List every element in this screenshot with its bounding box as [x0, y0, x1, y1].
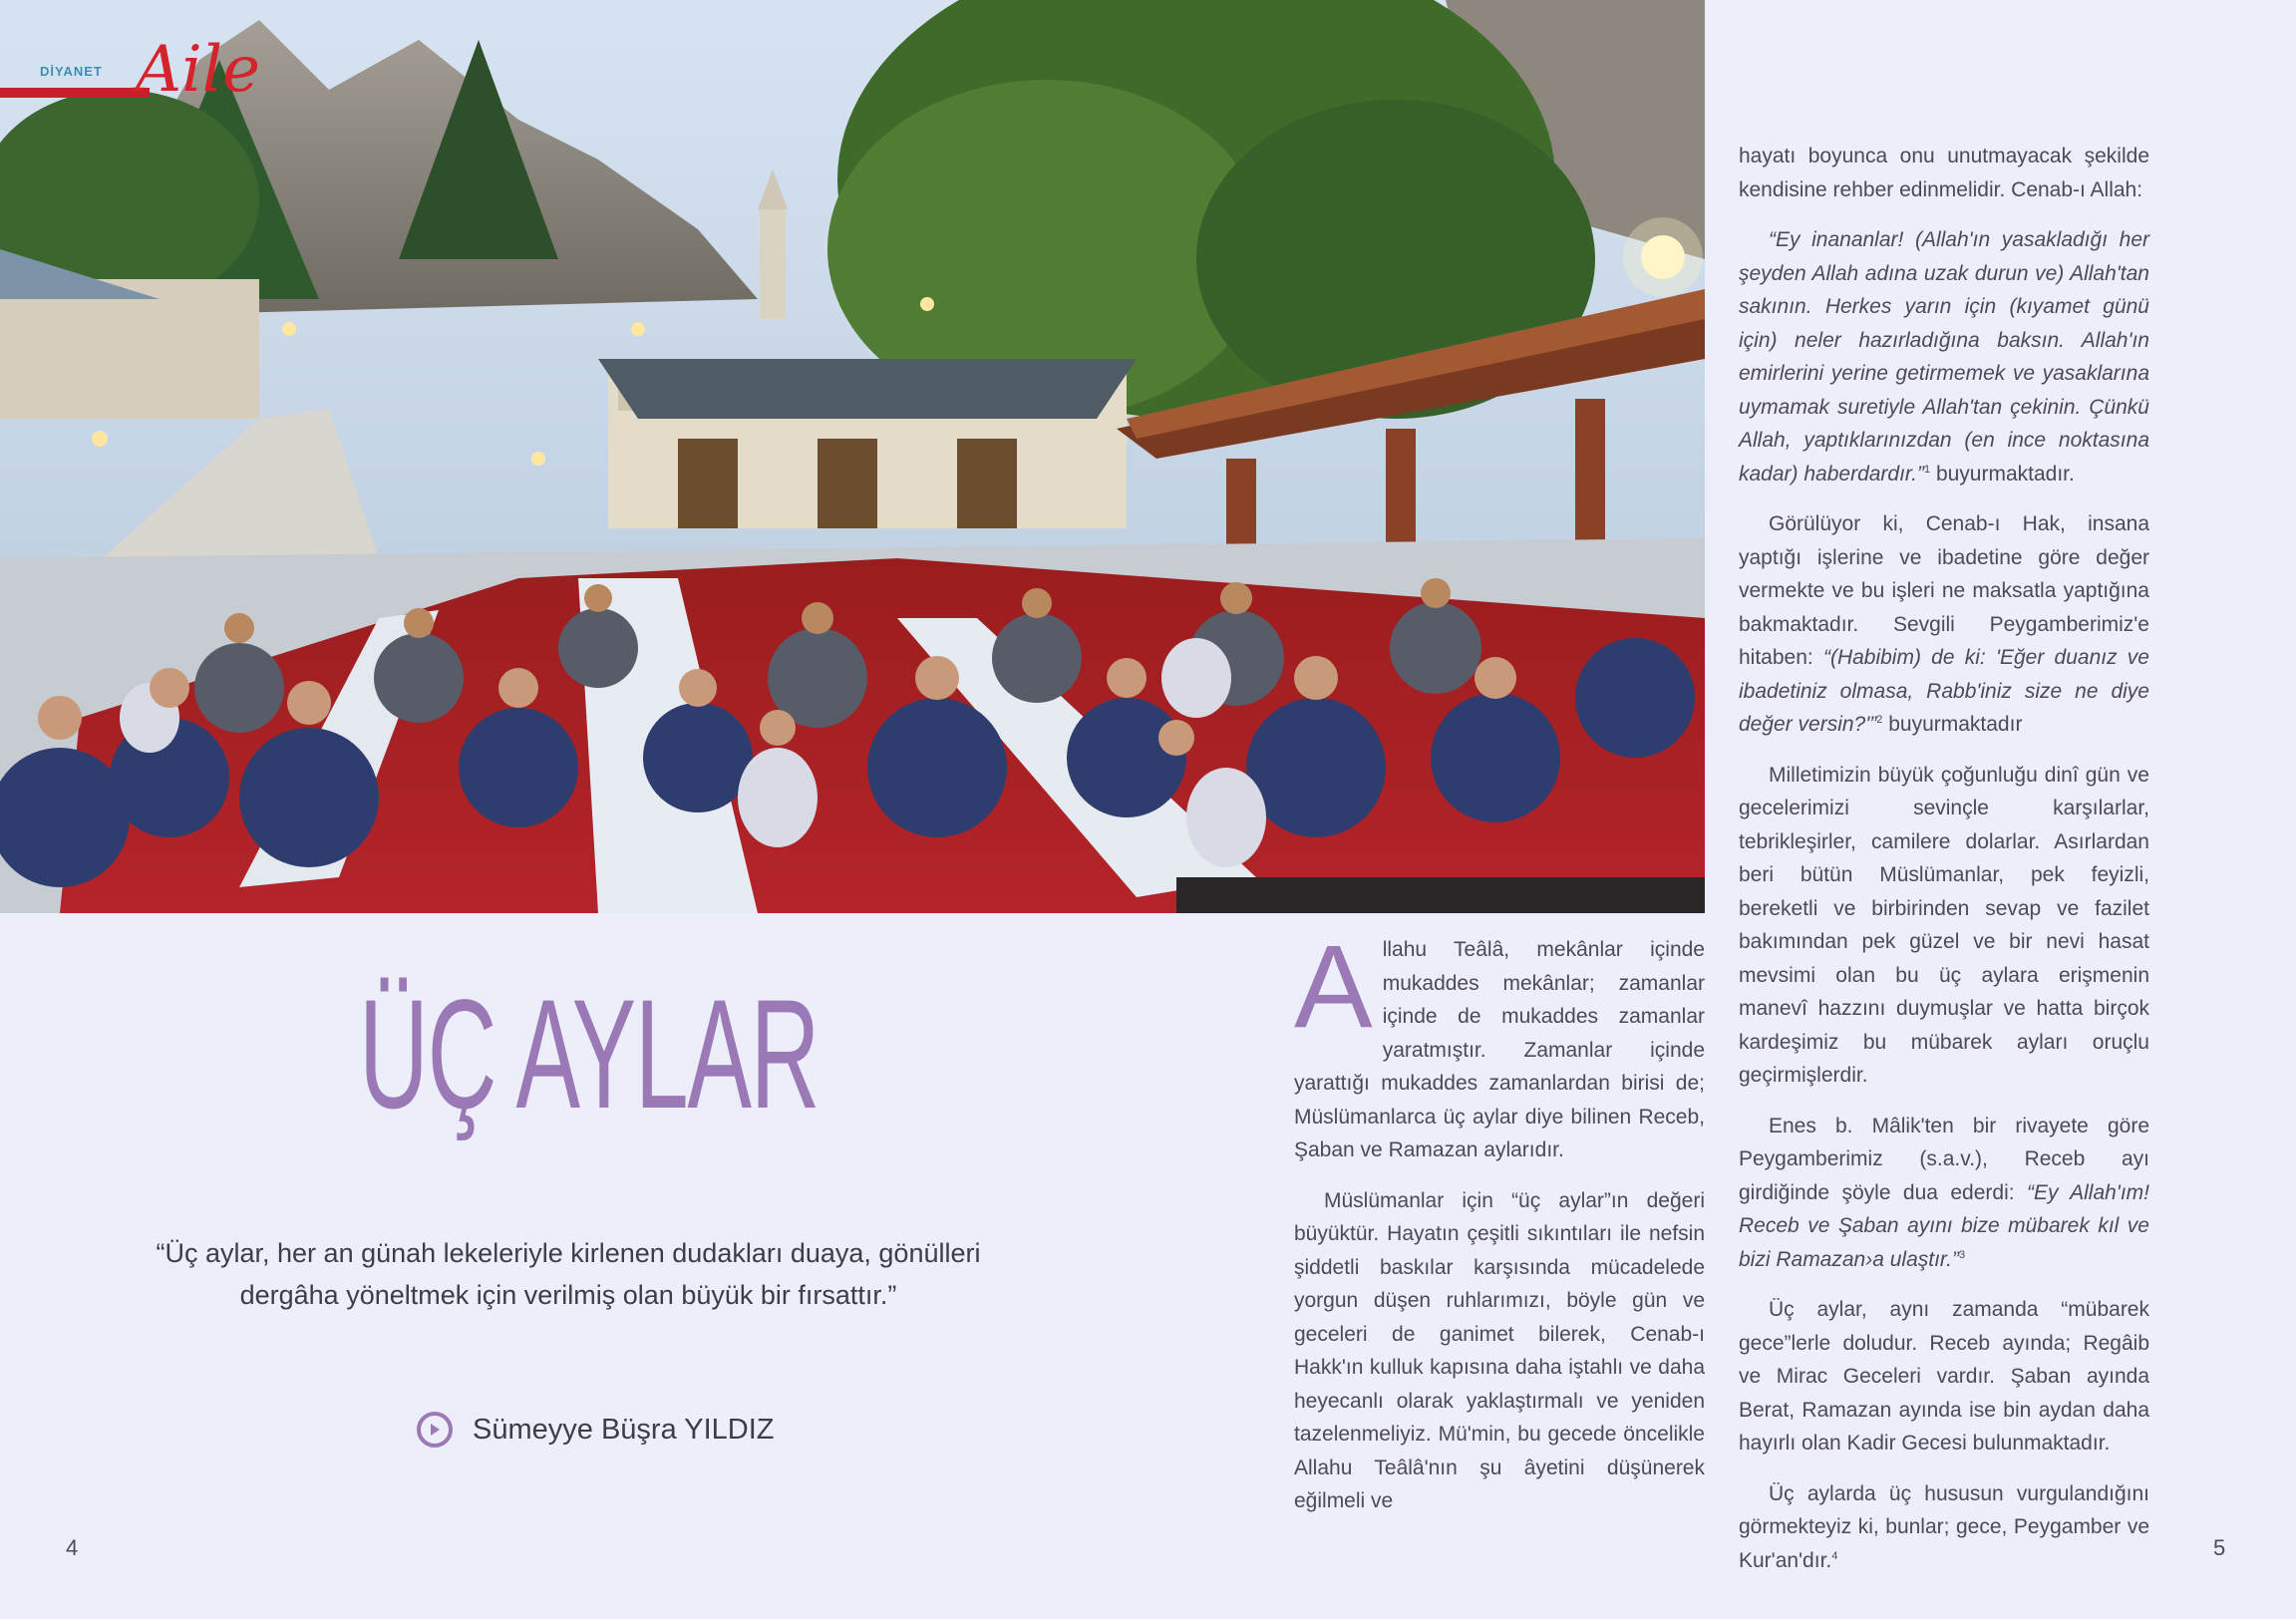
page-number-left: 4: [66, 1535, 79, 1560]
paragraph-nights: Üç aylar, aynı zamanda “mübarek gece”lerle doludur. Receb ayında; Regâib ve Mirac Geceleri vardır. Şaban ayında Berat, Ramazan ayında ise bin aydan daha hayırlı olan Kadir Gecesi bulunmaktadır.: [1739, 1298, 2149, 1455]
magazine-logo-small: DİYANET: [40, 64, 103, 79]
paragraph-nation: Milletimizin büyük çoğunluğu dinî gün ve gecelerimizi sevinçle karşılarlar, tebrikleşirler, camilere dolarlar. Asırlardan beri bütün Müslümanlar, pek feyizli, bereketli ve birbirinden sevap ve fazilet bakımından pek güzel ve bir nevi hasat mevsimi olan bu üç aylara erişmenin manevî hazzını duymuşlar ve hatta birçok kardeşimiz bu mübarek ayları oruçlu geçirmişlerdir.: [1739, 763, 2149, 1087]
magazine-logo-bar: [0, 88, 150, 98]
article-column-middle: [1294, 921, 1705, 1535]
article-pull-quote: “Üç aylar, her an günah lekeleriyle kirlenen dudakları duaya, gönülleri dergâha yöneltmek için verilmiş olan büyük bir fırsattır.”: [156, 1238, 981, 1310]
iftar-scene-illustration: [0, 0, 1705, 913]
verse-quote-end: buyurmaktadır.: [1930, 462, 2075, 486]
author-name: Sümeyye Büşra YILDIZ: [473, 1413, 775, 1446]
article-column-right: [1739, 140, 2149, 1594]
paragraph-intro-text: llahu Teâlâ, mekânlar içinde mukaddes mekânlar; zamanlar içinde de mukaddes zamanlar yaratmıştır. Zamanlar içinde yarattığı mukaddes zamanlardan birisi de; Müslümanlarca üç aylar diye bilinen Receb, Şaban ve Ramazan aylarıdır.: [1294, 938, 1705, 1161]
page-number-right: 5: [2213, 1535, 2226, 1560]
hadith-end: buyurmaktadır: [1882, 713, 2023, 736]
prayer-quote: “Ey Allah'ım! Receb ve Şaban ayını bize mübarek kıl ve bizi Ramazan›a ulaştır.”: [1739, 1180, 2149, 1271]
footnote-ref-2: 2: [1876, 714, 1883, 726]
paragraph-enes: [1739, 1110, 2149, 1277]
paragraph-intro: [1294, 921, 1705, 1167]
paragraph-value: Müslümanlar için “üç aylar”ın değeri büyüktür. Hayatın çeşitli sıkıntıları ile nefsin şiddetli baskılar karşısında mücadelede yorgun düşen ruhlarımızı, böyle gün ve geceleri de ganimet bilerek, Cenab-ı Hakk'ın kulluk kapısına daha iştahlı ve daha heyecanlı olarak yaklaştırmalı ve yeniden tazelenmeliyiz. Mü'min, bu gecede öncelikle Allahu Teâlâ'nın şu âyetini düşünerek eğilmeli ve: [1294, 1188, 1705, 1512]
footnote-ref-4: 4: [1831, 1549, 1838, 1562]
drop-cap: A: [1294, 921, 1373, 1053]
conclusion-text: Üç aylarda üç hususun vurgulandığını görmekteyiz ki, bunlar; gece, Peygamber ve Kur'an'dır.: [1739, 1481, 2149, 1572]
hadith-quote: “(Habibim) de ki: 'Eğer duanız ve ibadetiniz olmasa, Rabb'iniz size ne diye değer versin?'”: [1739, 646, 2149, 736]
paragraph-hadith: [1739, 507, 2149, 742]
paragraph-continuation: hayatı boyunca onu unutmayacak şekilde kendisine rehber edinmelidir. Cenab-ı Allah:: [1739, 145, 2149, 201]
play-circle-icon: [417, 1412, 453, 1448]
verse-quote: “Ey inananlar! (Allah'ın yasakladığı her şeyden Allah adına uzak durun ve) Allah'tan sakının. Herkes yarın için (kıyamet günü için) neler hazırladığına baksın. Allah'ın emirlerini yerine getirmemek ve yasaklarına uymamak suretiyle Allah'tan çekinin. Çünkü Allah, yaptıklarınızdan (en ince noktasına kadar) haberdardır.”: [1739, 228, 2149, 486]
hadith-intro: Görülüyor ki, Cenab-ı Hak, insana yaptığı işlerine ve ibadetine göre değer vermekte ve bu işleri ne maksatla yaptığına bakmaktadır. Sevgili Peygamberimiz'e hitaben:: [1739, 512, 2149, 669]
enes-intro: Enes b. Mâlik'ten bir rivayete göre Peygamberimiz (s.a.v.), Receb ayı girdiğinde şöyle dua ederdi:: [1739, 1114, 2149, 1204]
article-author: [417, 1410, 774, 1450]
iftar-photo: [0, 0, 1705, 913]
footnote-ref-1: 1: [1923, 463, 1931, 476]
article-title: ÜÇ AYLAR: [359, 968, 820, 1141]
magazine-logo-script: Aile: [136, 33, 261, 107]
paragraph-verse: [1739, 223, 2149, 490]
footnote-ref-3: 3: [1958, 1248, 1966, 1261]
paragraph-conclusion: [1739, 1477, 2149, 1578]
